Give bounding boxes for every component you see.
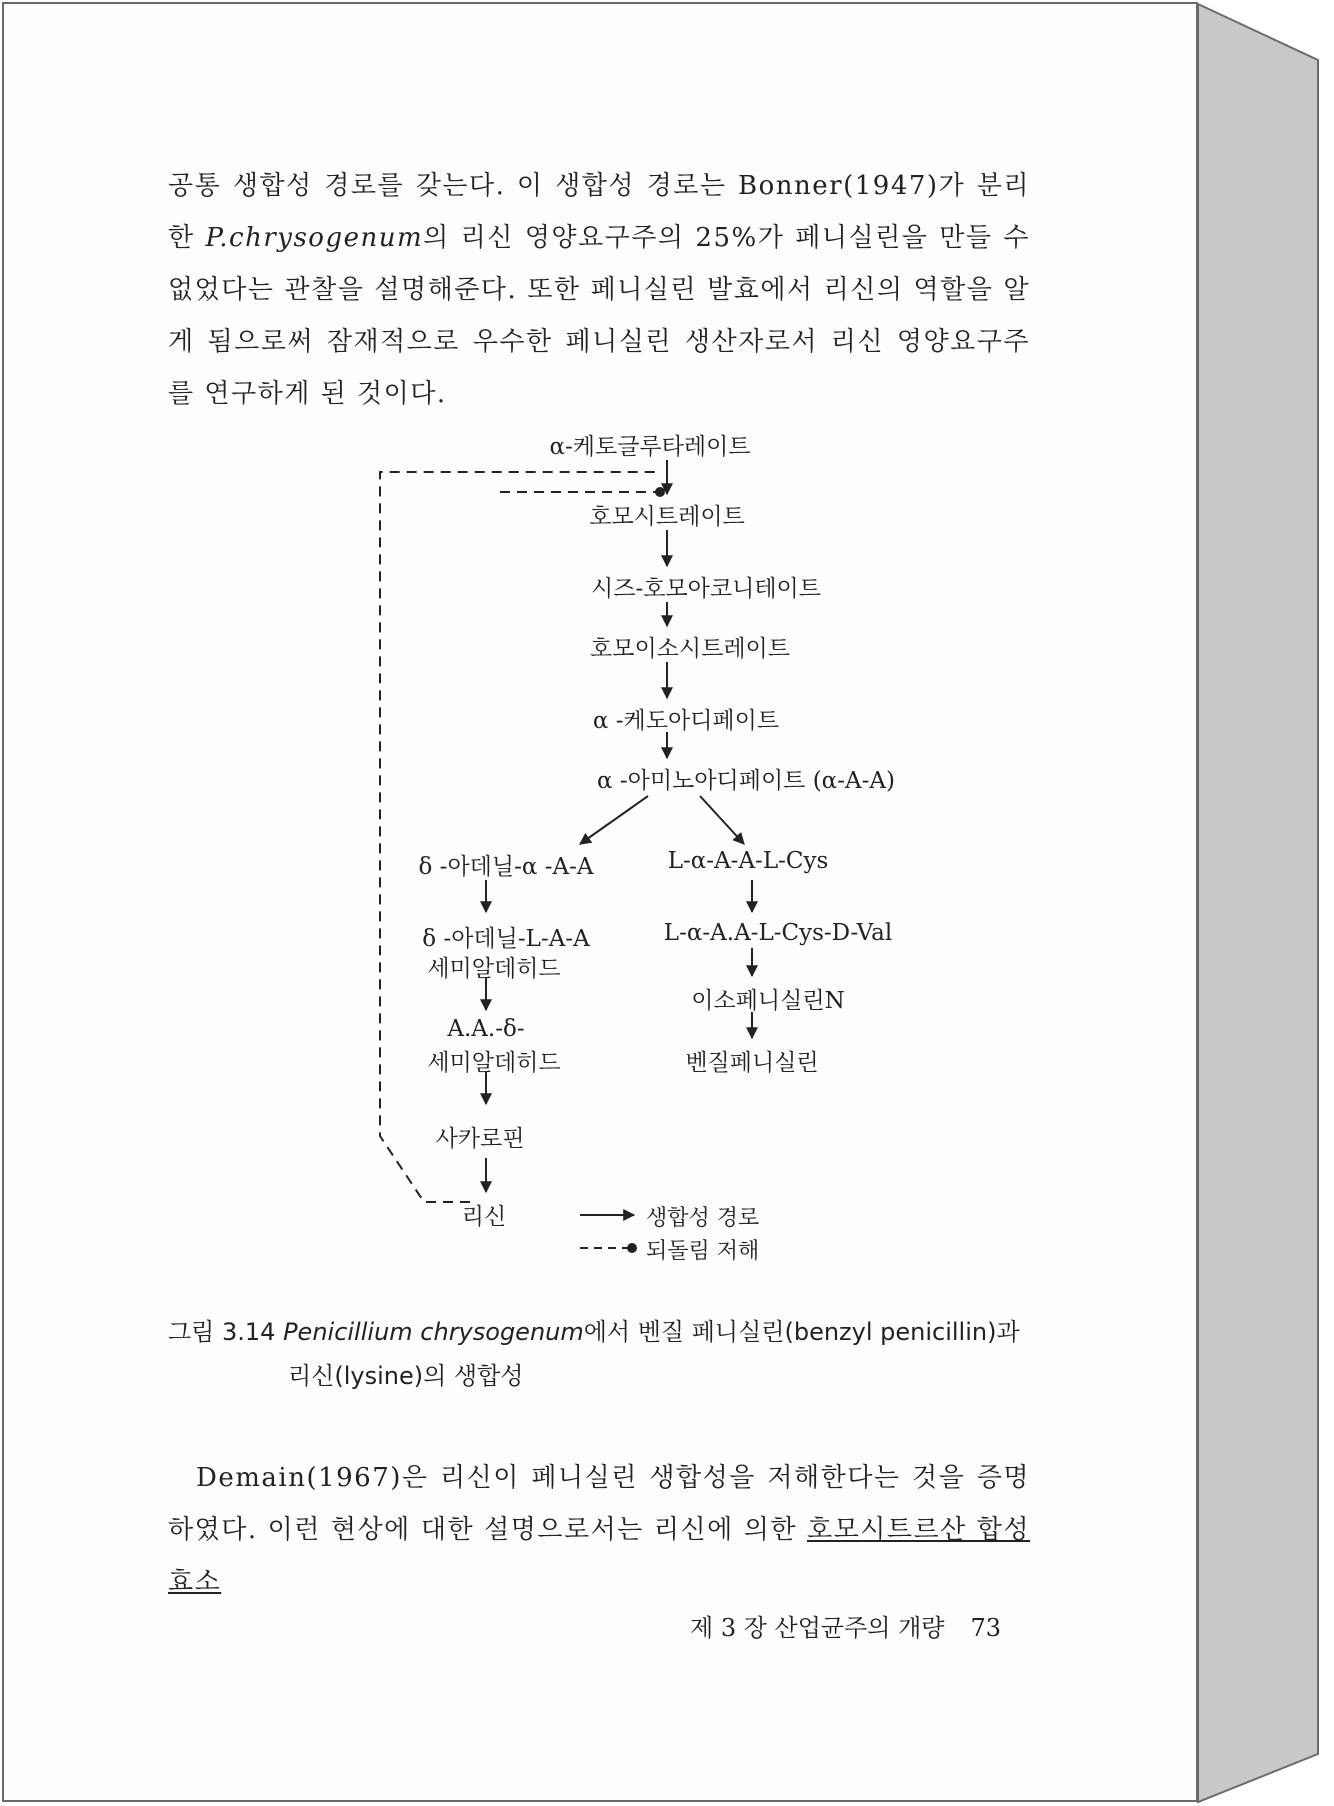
node-homoisocitrate: 호모이소시트레이트 — [590, 636, 790, 662]
node-l-aaa-l-cys: L-α-A-A-L-Cys — [667, 848, 829, 874]
node-delta-adenyl-laa: δ -아데닐-L-A-A — [422, 926, 590, 952]
node-alpha-aminoadipate: α -아미노아디페이트 (α-A-A) — [597, 768, 895, 794]
legend-dot — [627, 1243, 637, 1253]
node-isopenicillin-n: 이소페니실린N — [691, 988, 845, 1014]
para2-underlined: 호모시트르산 합성효소 — [168, 1515, 1030, 1597]
footer-chapter: 제 3 장 산업균주의 개량 — [690, 1614, 945, 1642]
species-name-italic: P.chrysogenum — [205, 223, 424, 253]
node-benzylpenicillin: 벤질페니실린 — [685, 1050, 819, 1076]
caption-line1-rest: 에서 벤질 페니실린(benzyl penicillin)과 — [583, 1318, 1020, 1346]
para2-text: Demain(1967)은 리신이 페니실린 생합성을 저해한다는 것을 증명하였다. 이런 현상에 대한 설명으로서는 리신에 의한 — [168, 1463, 1030, 1545]
node-lysine: 리신 — [461, 1204, 507, 1230]
node-semialdehyde-2: 세미알데히드 — [427, 1050, 561, 1076]
caption-species: Penicillium chrysogenum — [283, 1318, 584, 1346]
node-tripeptide: L-α-A.A-L-Cys-D-Val — [663, 920, 893, 946]
legend-biosynthesis-label: 생합성 경로 — [646, 1206, 760, 1231]
feedback-inhibition-dot — [655, 487, 665, 497]
node-alpha-ketoglutarate: α-케토글루타레이트 — [549, 434, 751, 460]
node-saccharopine: 사카로핀 — [435, 1126, 525, 1152]
node-delta-adenyl-aaa: δ -아데닐-α -A-A — [418, 854, 594, 880]
figure-caption — [168, 1310, 1048, 1398]
node-semialdehyde-1: 세미알데히드 — [427, 956, 561, 982]
para1-line1: 공통 생합성 경로를 갖는다. 이 생합성 경로는 Bonner(1947)가 분리한 — [168, 171, 1030, 253]
arrow-branch-right — [700, 796, 744, 844]
node-cis-homoaconitate: 시즈-호모아코니테이트 — [591, 576, 821, 602]
body-paragraph-2 — [168, 1452, 1030, 1608]
caption-label: 그림 3.14 — [168, 1318, 276, 1346]
caption-line2: 리신(lysine)의 생합성 — [288, 1362, 524, 1390]
page-number: 73 — [970, 1614, 1001, 1642]
page-footer — [690, 1608, 1001, 1643]
node-alpha-ketoadipate: α -케도아디페이트 — [592, 708, 780, 734]
node-homocitrate: 호모시트레이트 — [589, 504, 745, 530]
para1-rest: 의 리신 영양요구주의 25%가 페니실린을 만들 수 없었다는 관찰을 설명해준다. 또한 페니실린 발효에서 리신의 역할을 알게 됨으로써 잠재적으로 우수한 페니실린 생산자로서 리신 영양요구주를 연구하게 된 것이다. — [168, 223, 1031, 409]
node-aa-delta: A.A.-δ- — [447, 1016, 525, 1042]
legend-feedback-label: 되돌림 저해 — [646, 1239, 760, 1264]
arrow-branch-left — [580, 796, 648, 844]
